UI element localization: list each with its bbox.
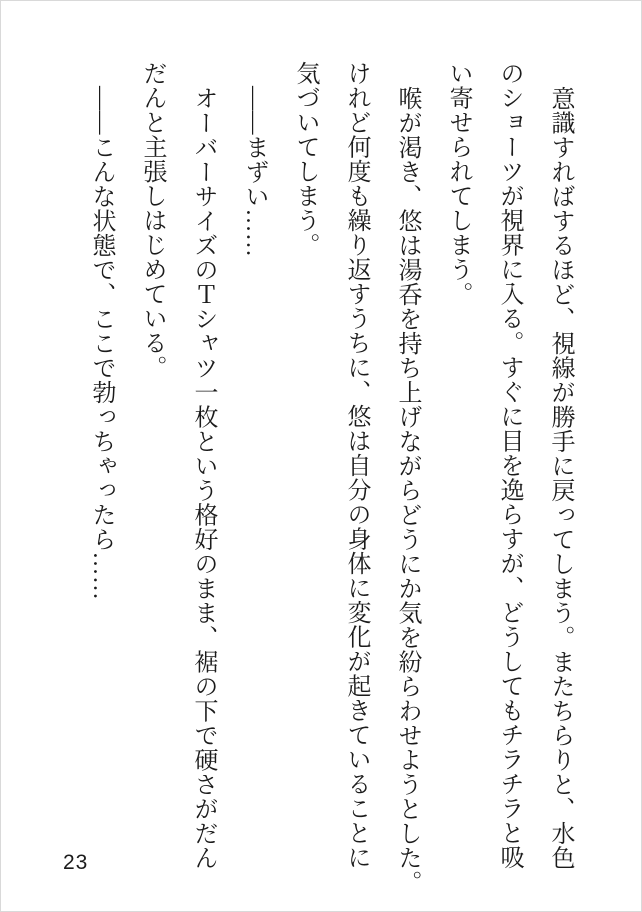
- text-line: のショーツが視界に入る。すぐに目を逸らすが、どうしてもチラチラと吸: [496, 61, 522, 870]
- text-line: けれど何度も繰り返すうちに、悠は自分の身体に変化が起きていることに: [343, 61, 369, 870]
- text-line: い寄せられてしまう。: [445, 61, 471, 306]
- text-line: 喉が渇き、悠は湯呑を持ち上げながらどうにか気を紛らわせようとした。: [394, 86, 420, 895]
- text-line: 気づいてしまう。: [292, 61, 318, 257]
- text-line: オーバーサイズのＴシャツ一枚という格好のまま、裾の下で硬さがだん: [190, 86, 216, 870]
- text-line: ――まずい……: [241, 86, 267, 258]
- vertical-text-block: [75, 61, 585, 895]
- text-line: だんと主張しはじめている。: [139, 61, 165, 380]
- text-line: ――こんな状態で、ここで勃っちゃったら……: [88, 86, 114, 601]
- text-line: 意識すればするほど、視線が勝手に戻ってしまう。またちらりと、水色: [547, 86, 573, 870]
- page-number: 23: [63, 851, 89, 874]
